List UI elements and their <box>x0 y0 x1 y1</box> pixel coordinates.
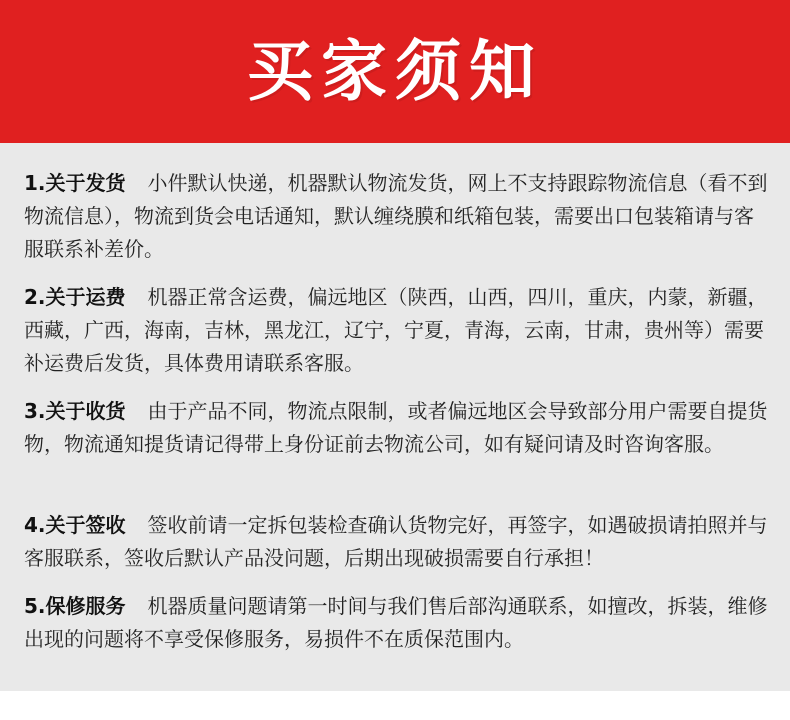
notice-section-receiving <box>24 395 772 461</box>
section-number: 5. <box>24 594 46 618</box>
section-number: 1. <box>24 171 46 195</box>
notice-section-freight <box>24 281 772 380</box>
header-banner <box>0 0 790 143</box>
section-label: 关于运费 <box>45 285 126 309</box>
notice-section-shipping <box>24 167 772 266</box>
section-number: 2. <box>24 285 46 309</box>
notice-content <box>0 143 790 691</box>
section-text: 签收前请一定拆包装检查确认货物完好，再签字，如遇破损请拍照并与客服联系，签收后默认产品没问题，后期出现破损需要自行承担！ <box>24 513 768 570</box>
section-text: 机器质量问题请第一时间与我们售后部沟通联系，如擅改，拆装，维修出现的问题将不享受保修服务，易损件不在质保范围内。 <box>24 594 768 651</box>
section-label: 关于签收 <box>45 513 126 537</box>
notice-section-signing <box>24 509 772 575</box>
section-text: 小件默认快递，机器默认物流发货，网上不支持跟踪物流信息（看不到物流信息），物流到货会电话通知，默认缠绕膜和纸箱包装，需要出口包装箱请与客服联系补差价。 <box>24 171 768 261</box>
section-text: 由于产品不同，物流点限制，或者偏远地区会导致部分用户需要自提货物，物流通知提货请记得带上身份证前去物流公司，如有疑问请及时咨询客服。 <box>24 399 768 456</box>
notice-section-warranty <box>24 590 772 656</box>
section-number: 4. <box>24 513 46 537</box>
page-title: 买家须知 <box>247 32 543 110</box>
section-text: 机器正常含运费，偏远地区（陕西，山西，四川，重庆，内蒙，新疆，西藏，广西，海南，吉林，黑龙江，辽宁，宁夏，青海，云南，甘肃，贵州等）需要补运费后发货，具体费用请联系客服。 <box>24 285 768 375</box>
section-label: 关于发货 <box>45 171 126 195</box>
section-number: 3. <box>24 399 46 423</box>
section-label: 保修服务 <box>45 594 126 618</box>
section-label: 关于收货 <box>45 399 126 423</box>
